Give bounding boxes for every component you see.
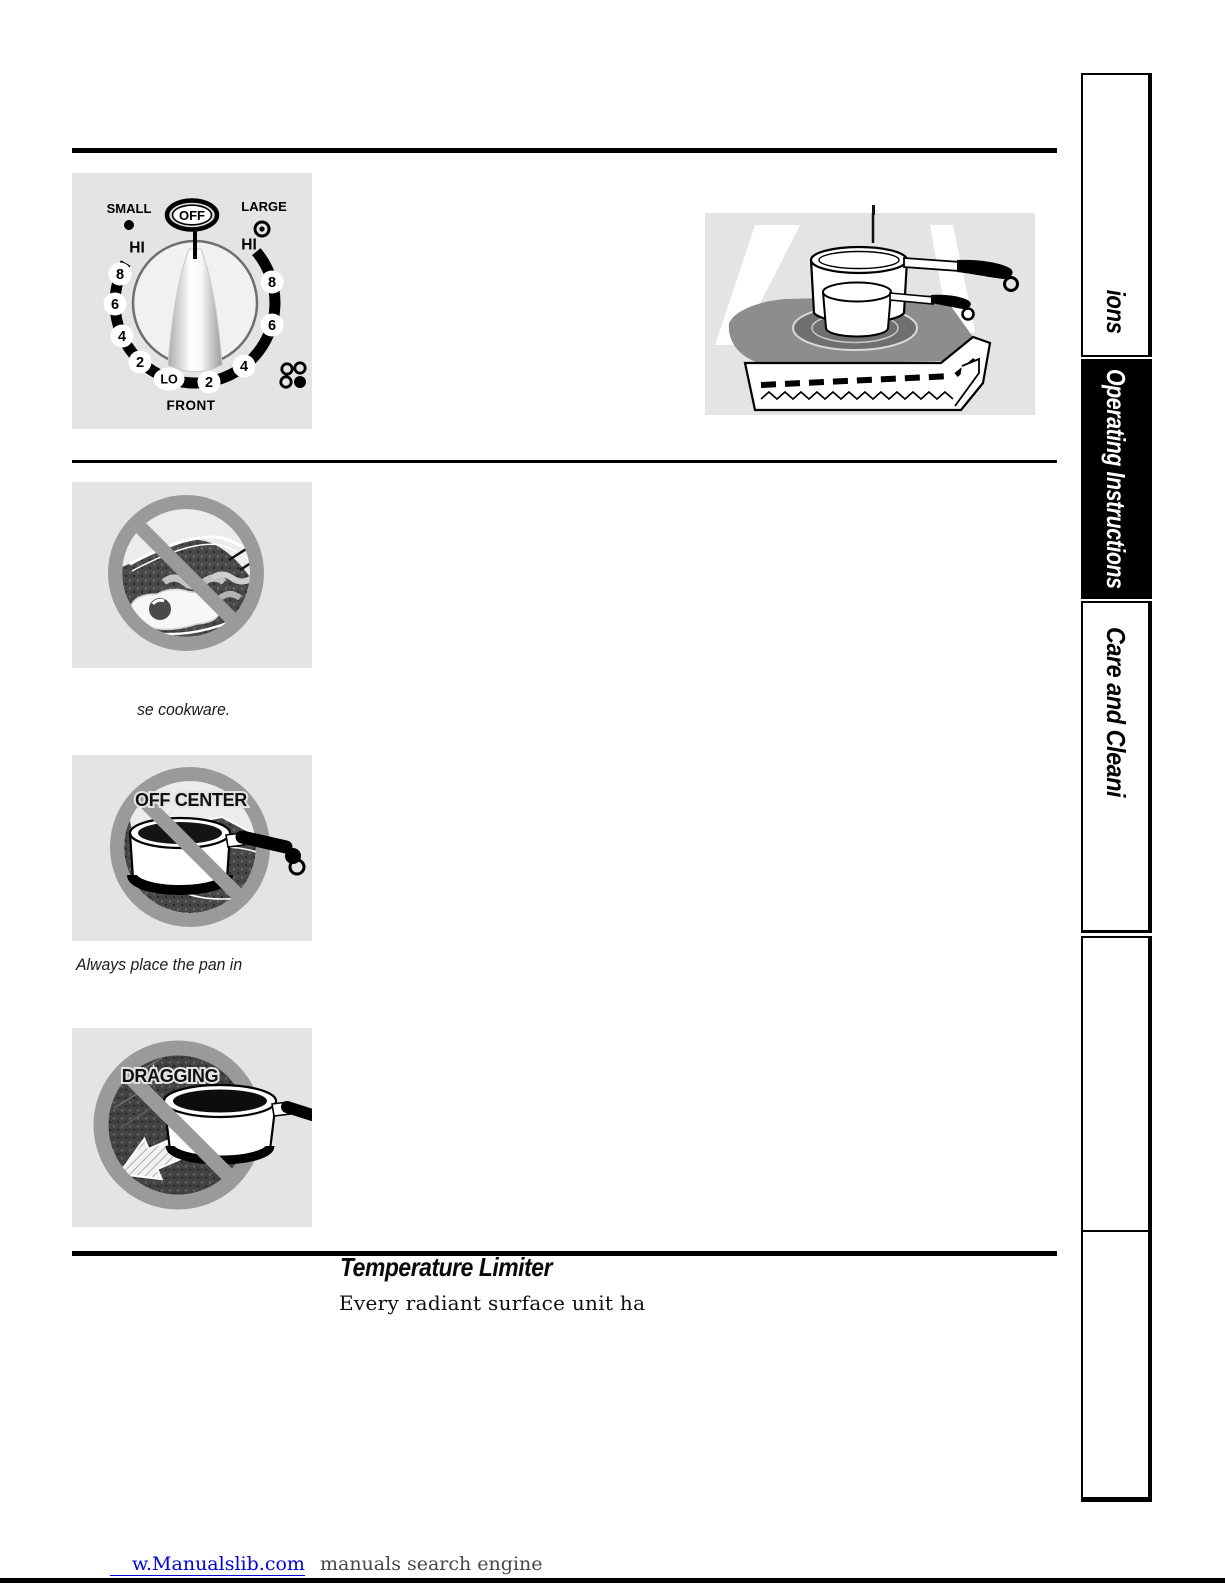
utensil-handle-extension (872, 205, 875, 215)
dragging-badge: DRAGGING (121, 1066, 219, 1086)
cooktop-pots-illustration (705, 213, 1035, 415)
sidebar-tab-blank-2 (1081, 1230, 1152, 1502)
sidebar-tab-blank-1 (1081, 936, 1152, 1230)
small-burner-label: SMALL (106, 201, 152, 216)
right-scale-8: 8 (267, 275, 277, 291)
large-burner-label: LARGE (241, 199, 287, 214)
divider-rule-top (72, 148, 1057, 153)
sidebar-tab-care-and-cleaning (1081, 601, 1152, 933)
left-scale-4: 4 (117, 329, 127, 345)
temperature-limiter-heading: Temperature Limiter (340, 1252, 553, 1282)
temperature-limiter-body: Every radiant surface unit ha (339, 1291, 646, 1315)
off-center-warning-illustration (72, 755, 312, 941)
manualslib-link-text: w.Manualslib.com (132, 1553, 305, 1575)
left-scale-hi: HI (129, 239, 145, 257)
right-scale-4: 4 (239, 359, 249, 375)
off-label: OFF (179, 208, 205, 223)
sidebar-tab-instructions (1081, 73, 1152, 357)
manualslib-link[interactable] (110, 1553, 305, 1576)
divider-rule-middle (72, 460, 1057, 463)
left-scale-2: 2 (135, 355, 145, 371)
pan-placement-caption: Always place the pan in (76, 955, 243, 974)
off-center-badge: OFF CENTER (135, 790, 247, 810)
lo-label: LO (160, 372, 178, 387)
right-scale-hi: HI (241, 236, 257, 254)
sidebar-tab-label: ions (1101, 289, 1131, 333)
no-cooking-on-surface-illustration (72, 482, 312, 668)
front-label: FRONT (166, 398, 216, 413)
watermark-footer (110, 1553, 543, 1576)
right-scale-2: 2 (204, 375, 214, 391)
small-burner-icon (124, 220, 134, 230)
page-bottom-rule (0, 1578, 1225, 1583)
cookware-caption: se cookware. (137, 700, 231, 719)
right-scale-6: 6 (267, 318, 277, 334)
left-scale-6: 6 (110, 297, 120, 313)
watermark-tagline: manuals search engine (319, 1553, 543, 1575)
left-scale-8: 8 (115, 267, 125, 283)
sidebar-tab-operating-instructions (1081, 359, 1152, 599)
sidebar-tab-label: Operating Instructions (1101, 369, 1131, 589)
burner-control-knob-panel (72, 173, 312, 429)
sidebar-tab-label: Care and Cleani (1101, 627, 1131, 798)
dragging-warning-illustration (72, 1028, 312, 1227)
